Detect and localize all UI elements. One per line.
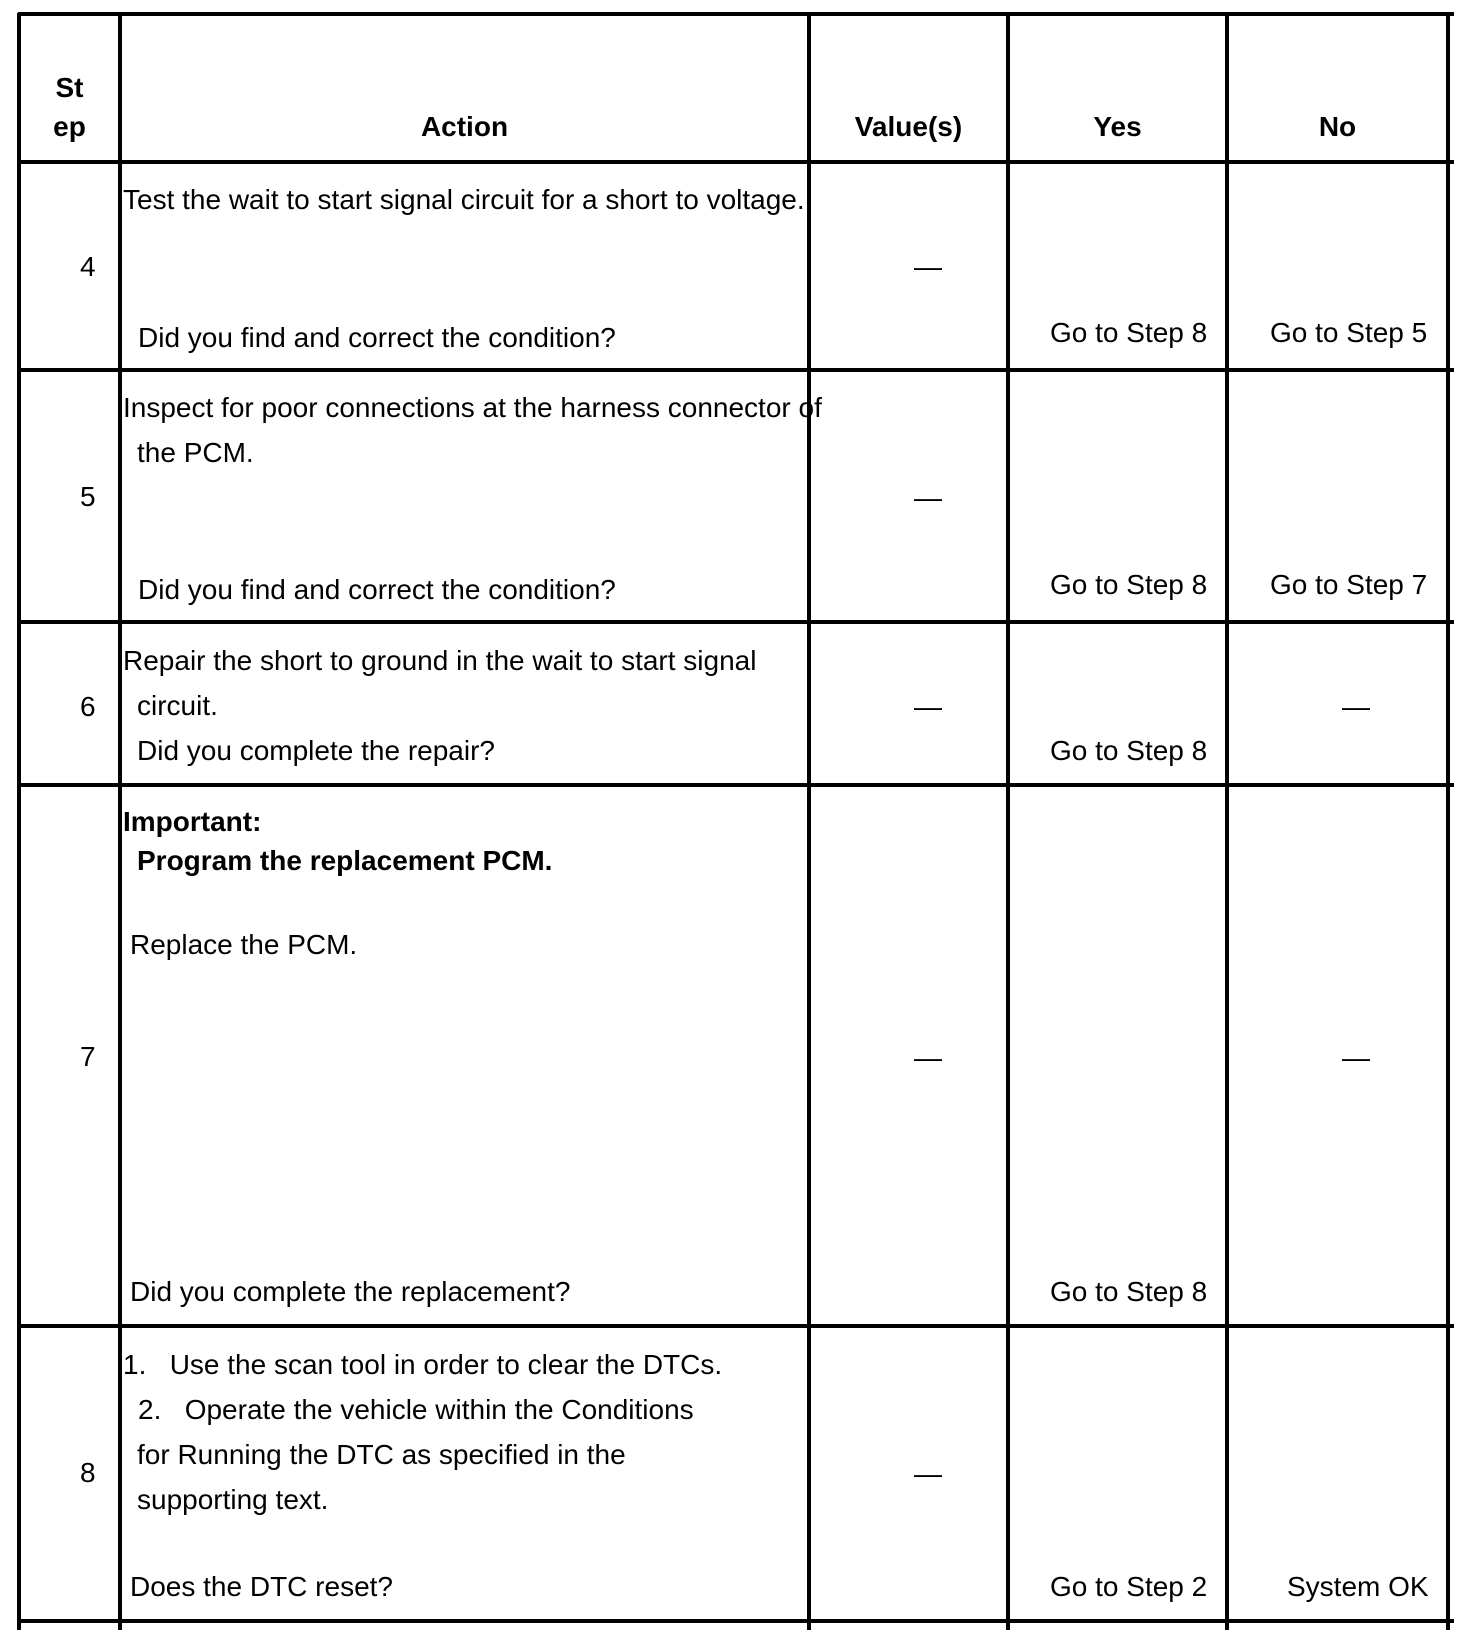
grid-line [1446,13,1450,1630]
action-text: circuit. [137,690,218,721]
action-text: Inspect for poor connections at the harness connector of [123,392,822,423]
action-question: Does the DTC reset? [130,1571,393,1602]
value-dash: — [914,1458,942,1489]
header-step-line2: ep [53,111,86,142]
yes-result: Go to Step 8 [1050,735,1208,766]
action-question: Did you complete the replacement? [130,1276,571,1307]
no-result: Go to Step 7 [1270,569,1428,600]
important-note: Program the replacement PCM. [137,845,553,876]
grid-line [1006,13,1010,1630]
value-dash: — [914,251,942,282]
action-question: Did you find and correct the condition? [138,322,616,353]
action-question: Did you find and correct the condition? [138,574,616,605]
value-dash: — [914,1042,942,1073]
step-number: 6 [80,691,96,722]
action-step-2: 2. Operate the vehicle within the Conditions [138,1394,694,1425]
grid-line [18,783,1454,787]
header-action: Action [420,111,509,142]
value-dash: — [914,691,942,722]
yes-result: Go to Step 8 [1050,317,1208,348]
grid-line [18,368,1454,372]
important-label: Important: [123,806,262,837]
action-step-1: 1. Use the scan tool in order to clear the DTCs. [123,1349,723,1380]
grid-line [807,13,811,1630]
no-result: Go to Step 5 [1270,317,1428,348]
header-step-line1: St [55,72,84,103]
action-text: supporting text. [137,1484,329,1515]
grid-line [18,160,1454,164]
step-number: 5 [80,481,96,512]
header-yes: Yes [1093,111,1142,142]
header-values: Value(s) [854,111,963,142]
step-number: 4 [80,251,96,282]
value-dash: — [914,482,942,513]
no-result: — [1342,691,1370,722]
action-text: the PCM. [137,437,254,468]
grid-line [118,13,122,1630]
yes-result: Go to Step 2 [1050,1571,1208,1602]
no-result: System OK [1287,1571,1429,1602]
header-no: No [1318,111,1357,142]
grid-line [18,1324,1454,1328]
yes-result: Go to Step 8 [1050,1276,1208,1307]
action-text: Repair the short to ground in the wait to start signal [123,645,757,676]
action-text: Replace the PCM. [130,929,358,960]
step-number: 7 [80,1041,96,1072]
step-number: 8 [80,1457,96,1488]
action-text: for Running the DTC as specified in the [137,1439,626,1470]
grid-line [1225,13,1229,1630]
grid-line [18,620,1454,624]
no-result: — [1342,1042,1370,1073]
action-question: Did you complete the repair? [137,735,495,766]
yes-result: Go to Step 8 [1050,569,1208,600]
grid-line [18,12,1454,16]
action-text: Test the wait to start signal circuit for a short to voltage. [123,184,805,215]
grid-line [17,13,21,1630]
grid-line [18,1619,1454,1623]
